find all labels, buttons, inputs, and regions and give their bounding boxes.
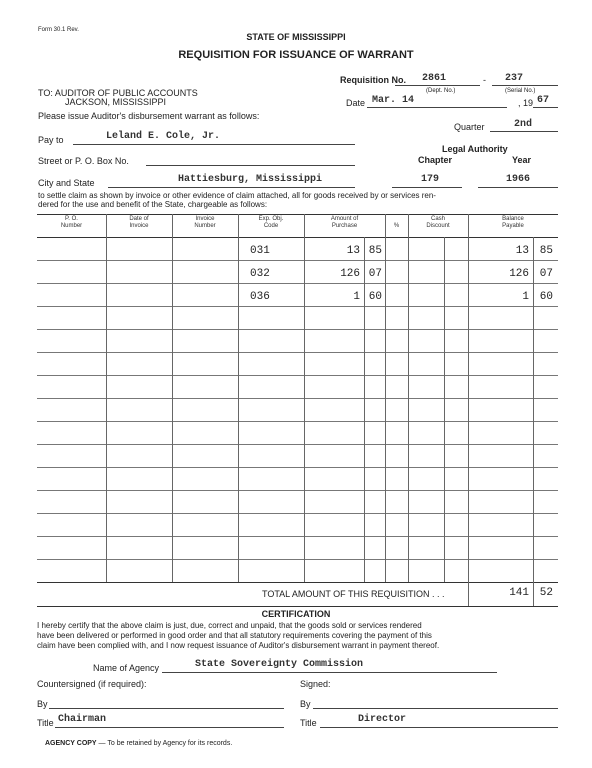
year-label: Year [512,155,532,165]
certification-line2: have been delivered or performed in good order and that all statutory requirements covering the payment of this [37,631,432,640]
date-label: Date [346,98,366,108]
settle-text-line1: to settle claim as shown by invoice or other evidence of claim attached, all for goods received by or services ren- [38,191,436,200]
by-label-left: By [37,699,48,709]
requisition-label: Requisition No. [340,75,406,85]
header-date-of-invoice: Date of Invoice [129,216,149,229]
header-balance-payable: Balance Payable [502,216,524,229]
agency-label: Name of Agency [93,663,160,673]
left-title-value: Chairman [58,714,107,725]
year-value: 1966 [506,174,531,185]
title-label-left: Title [37,718,54,728]
serial-caption: (Serial No.) [505,88,536,94]
right-title-value: Director [358,714,407,725]
settle-text-line2: dered for the use and benefit of the State, chargeable as follows: [38,200,268,209]
city-state-label: City and State [38,178,95,188]
to-line: TO: AUDITOR OF PUBLIC ACCOUNTS [38,88,198,98]
legal-authority-heading: Legal Authority [442,144,508,154]
total-dollars: 141 [509,587,529,599]
signed-label: Signed: [300,679,331,689]
title-label-right: Title [300,718,317,728]
pay-to-value: Leland E. Cole, Jr. [106,131,221,142]
quarter-value: 2nd [514,119,533,130]
certification-line1: I hereby certify that the above claim is just, due, correct and unpaid, that the goods sold or services rendered [37,621,422,630]
street-label: Street or P. O. Box No. [38,156,129,166]
header-invoice-number: Invoice Number [194,216,216,229]
to-city: JACKSON, MISSISSIPPI [65,97,167,107]
footer-note: AGENCY COPY — To be retained by Agency for its records. [45,740,233,747]
header-exp-obj-code: Exp. Obj. Code [258,216,284,229]
chapter-value: 179 [421,174,440,185]
certification-heading: CERTIFICATION [261,609,331,619]
header-percent: % [393,223,400,229]
page-title: REQUISITION FOR ISSUANCE OF WARRANT [178,49,414,61]
countersigned-label: Countersigned (if required): [37,679,147,689]
chapter-label: Chapter [418,155,453,165]
year-suffix: 67 [537,95,550,106]
dept-number: 2861 [422,73,447,84]
city-state-value: Hattiesburg, Mississippi [178,174,323,185]
header-cash-discount: Cash Discount [426,216,450,229]
date-value: Mar. 14 [372,95,415,106]
by-label-right: By [300,699,311,709]
header-amount-of-purchase: Amount of Purchase [330,216,359,229]
total-cents: 52 [539,587,553,599]
pay-to-label: Pay to [38,135,64,145]
dept-caption: (Dept. No.) [426,88,456,94]
instruction-text: Please issue Auditor's disbursement warrant as follows: [38,111,260,121]
total-label: TOTAL AMOUNT OF THIS REQUISITION . . . [262,589,445,599]
header-po-number: P. O. Number [60,216,83,229]
agency-value: State Sovereignty Commission [195,659,364,670]
form-number: Form 30.1 Rev. [38,27,79,33]
certification-line3: claim have been complied with, and I now request issuance of Auditor's disbursement warrant in payment thereof. [37,641,440,650]
quarter-label: Quarter [454,122,485,132]
serial-number: 237 [505,73,524,84]
year-prefix: 19 [523,98,534,108]
state-heading: STATE OF MISSISSIPPI [246,32,346,42]
